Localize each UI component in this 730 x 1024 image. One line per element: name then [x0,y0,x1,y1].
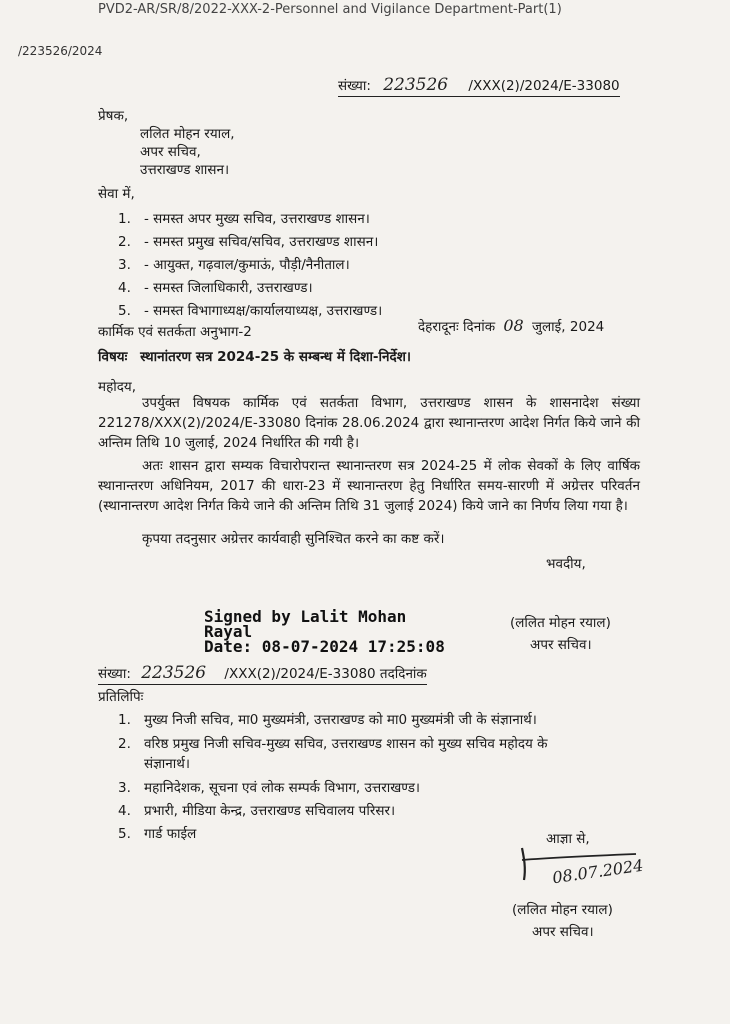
sender-designation: अपर सचिव, [140,144,201,160]
subject-label: विषयः [98,349,128,365]
digital-signature-line-2: Rayal [204,622,253,641]
handwritten-date: 08.07.2024 [551,855,645,888]
signatory-designation: अपर सचिव। [530,637,592,653]
body-paragraph-1: उपर्युक्त विषयक कार्मिक एवं सतर्कता विभाग, उत्तराखण्ड शासन के शासनादेश संख्या 221278/XXX(2)/2024/E-33080 दिनांक 28.06.2024 द्वारा स्थानान्तरण आदेश निर्गत किये जाने की अन्तिम तिथि 10 जुलाई, 2024 निर्धारित की गयी है। [98,395,640,451]
closing: भवदीय, [546,556,586,572]
copy-item: 3. महानिदेशक, सूचना एवं लोक सम्पर्क विभाग, उत्तराखण्ड। [118,780,421,796]
date-day: 08 [503,316,524,335]
copy-reference-number [98,664,427,685]
file-reference: PVD2-AR/SR/8/2022-XXX-2-Personnel and Vigilance Department-Part(1) [98,2,562,17]
recipient-item: 2. - समस्त प्रमुख सचिव/सचिव, उत्तराखण्ड शासन। [118,234,379,250]
copy-item-continuation: संज्ञानार्थ। [144,756,191,772]
copy-reference-label: संख्या: [98,666,131,682]
date-rest: जुलाई, 2024 [532,319,605,335]
copy-item: 1. मुख्य निजी सचिव, मा0 मुख्यमंत्री, उत्तराखण्ड को मा0 मुख्यमंत्री जी के संज्ञानार्थ। [118,712,537,728]
section-name: कार्मिक एवं सतर्कता अनुभाग-2 [98,324,252,340]
sender-label: प्रेषक, [98,108,129,124]
final-signatory-designation: अपर सचिव। [532,924,594,940]
final-signatory-name: (ललित मोहन रयाल) [512,902,613,918]
salutation: महोदय, [98,379,137,395]
copy-reference-suffix: /XXX(2)/2024/E-33080 तददिनांक [224,666,427,682]
reference-number [338,76,620,97]
recipient-item: 4. - समस्त जिलाधिकारी, उत्तराखण्ड। [118,280,313,296]
sender-name: ललित मोहन रयाल, [140,126,235,142]
order-text: आज्ञा से, [546,831,590,847]
copy-item: 5. गार्ड फाईल [118,826,197,842]
copies-label: प्रतिलिपिः [98,689,144,705]
date-prefix: देहरादूनः दिनांक [418,319,496,335]
subject-line [98,348,411,366]
copy-handwritten-number: 223526 [141,663,207,683]
recipients-label: सेवा में, [98,186,135,202]
signatory-name: (ललित मोहन रयाल) [510,615,611,631]
sender-office: उत्तराखण्ड शासन। [140,162,230,178]
digital-signature-date: Date: 08-07-2024 17:25:08 [204,637,445,656]
dispatch-date [418,317,604,336]
digital-signature-line-1: Signed by Lalit Mohan [204,607,407,626]
document-number: /223526/2024 [18,44,103,58]
copy-item: 2. वरिष्ठ प्रमुख निजी सचिव-मुख्य सचिव, उत्तराखण्ड शासन को मुख्य सचिव महोदय के [118,736,548,752]
recipient-item: 5. - समस्त विभागाध्यक्ष/कार्यालयाध्यक्ष, उत्तराखण्ड। [118,303,383,319]
copy-item: 4. प्रभारी, मीडिया केन्द्र, उत्तराखण्ड सचिवालय परिसर। [118,803,396,819]
recipient-item: 1. - समस्त अपर मुख्य सचिव, उत्तराखण्ड शासन। [118,211,370,227]
handwritten-number: 223526 [383,75,449,95]
body-paragraph-2: अतः शासन द्वारा सम्यक विचारोपरान्त स्थानान्तरण सत्र 2024-25 में लोक सेवकों के लिए वार्षिक स्थानान्तरण अधिनियम, 2017 की धारा-23 में स्थानान्तरण हेतु निर्धारित समय-सारणी में अग्रेत्तर परिवर्तन (स्थानान्तरण आदेश निर्गत किये जाने की अन्तिम तिथि 31 जुलाई 2024) किये जाने का निर्णय लिया गया है। [98,458,640,514]
body-paragraph-3: कृपया तदनुसार अग्रेत्तर कार्यवाही सुनिश्चित करने का कष्ट करें। [142,531,445,547]
recipient-item: 3. - आयुक्त, गढ़वाल/कुमाऊं, पौड़ी/नैनीताल। [118,257,350,273]
subject-text: स्थानांतरण सत्र 2024-25 के सम्बन्ध में दिशा-निर्देश। [140,349,411,365]
reference-suffix: /XXX(2)/2024/E-33080 [468,78,620,94]
reference-label: संख्या: [338,78,371,94]
